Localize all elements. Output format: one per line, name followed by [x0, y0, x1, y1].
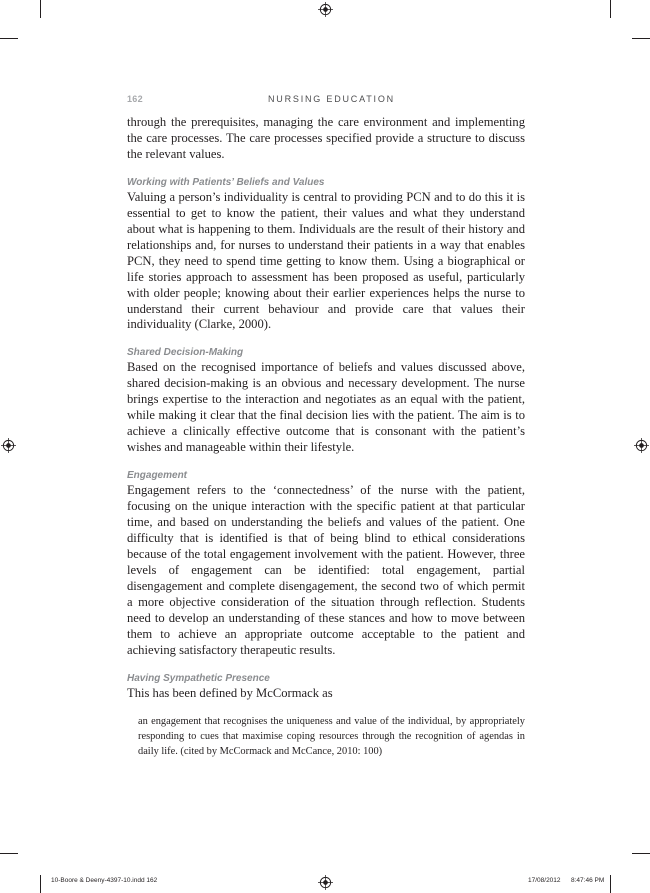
registration-mark-icon: [318, 2, 333, 17]
crop-mark: [40, 875, 41, 893]
registration-mark-icon: [318, 875, 333, 890]
section-paragraph: Valuing a person’s individuality is central to providing PCN and to do this it is essential to get to know the patient, their values and what they understand about what is happening to them. Individuals are the result of their history and relationships and, for nurses to understand their patients in a way that enables PCN, they need to spend time getting to know them. Using a biographical or life stories approach to assessment has been proposed as useful, particularly with older people; knowing about their earlier experiences helps the nurse to understand their current behaviour and provide care that values their individuality (Clarke, 2000).: [127, 189, 525, 332]
opening-paragraph: through the prerequisites, managing the care environment and implementing the care processes. The care processes specified provide a structure to discuss the relevant values.: [127, 115, 525, 161]
section-paragraph: Based on the recognised importance of beliefs and values discussed above, shared decision-making is an obvious and necessary development. The nurse brings expertise to the interaction and negotiates as an equal with the patient, while making it clear that the final decision lies with the patient. The aim is to achieve a clinically effective outcome that is consonant with the patient’s wishes and manageable within their lifestyle.: [127, 360, 525, 455]
registration-mark-icon: [634, 438, 649, 453]
section-beliefs-values: [127, 176, 525, 334]
section-sympathetic-presence: [127, 672, 525, 702]
body-text: [127, 115, 525, 759]
section-heading: Engagement: [127, 470, 188, 482]
crop-mark: [632, 38, 650, 39]
slug-date: 17/08/2012: [528, 877, 561, 884]
crop-mark: [610, 875, 611, 893]
section-engagement: [127, 469, 525, 658]
section-paragraph: This has been defined by McCormack as: [127, 685, 333, 700]
section-shared-decision-making: [127, 346, 525, 456]
crop-mark: [40, 0, 41, 18]
crop-mark: [632, 853, 650, 854]
section-heading: Working with Patients’ Beliefs and Values: [127, 176, 325, 188]
slug-file-info: 10-Boore & Deeny-4397-10.indd 162: [51, 877, 158, 884]
running-title: NURSING EDUCATION: [268, 94, 395, 104]
crop-mark: [610, 0, 611, 18]
page-number: 162: [127, 94, 143, 104]
crop-mark: [0, 38, 18, 39]
running-head: [127, 94, 525, 106]
crop-mark: [0, 853, 18, 854]
registration-mark-icon: [1, 438, 16, 453]
section-paragraph: Engagement refers to the ‘connectedness’ of the nurse with the patient, focusing on the unique interaction with the specific patient at that particular time, and based on understanding the beliefs and values of the patient. One difficulty that is identified is that of being blind to ethical considerations because of the total engagement involvement with the patient. However, three levels of engagement can be identified: total engagement, partial disengagement and complete disengagement, the second two of which permit a more objective consideration of the situation through reflection. Students need to develop an understanding of these stances and how to move between them to achieve an appropriate outcome acceptable to the patient and achieving satisfactory therapeutic results.: [127, 483, 525, 657]
section-heading: Shared Decision-Making: [127, 347, 244, 359]
slug-time: 8:47:46 PM: [571, 877, 605, 884]
block-quote: an engagement that recognises the uniqueness and value of the individual, by appropriately responding to cues that maximise coping resources through the recognition of agendas in daily life. (cited by McCormack and McCance, 2010: 100): [138, 715, 525, 757]
section-heading: Having Sympathetic Presence: [127, 672, 270, 684]
